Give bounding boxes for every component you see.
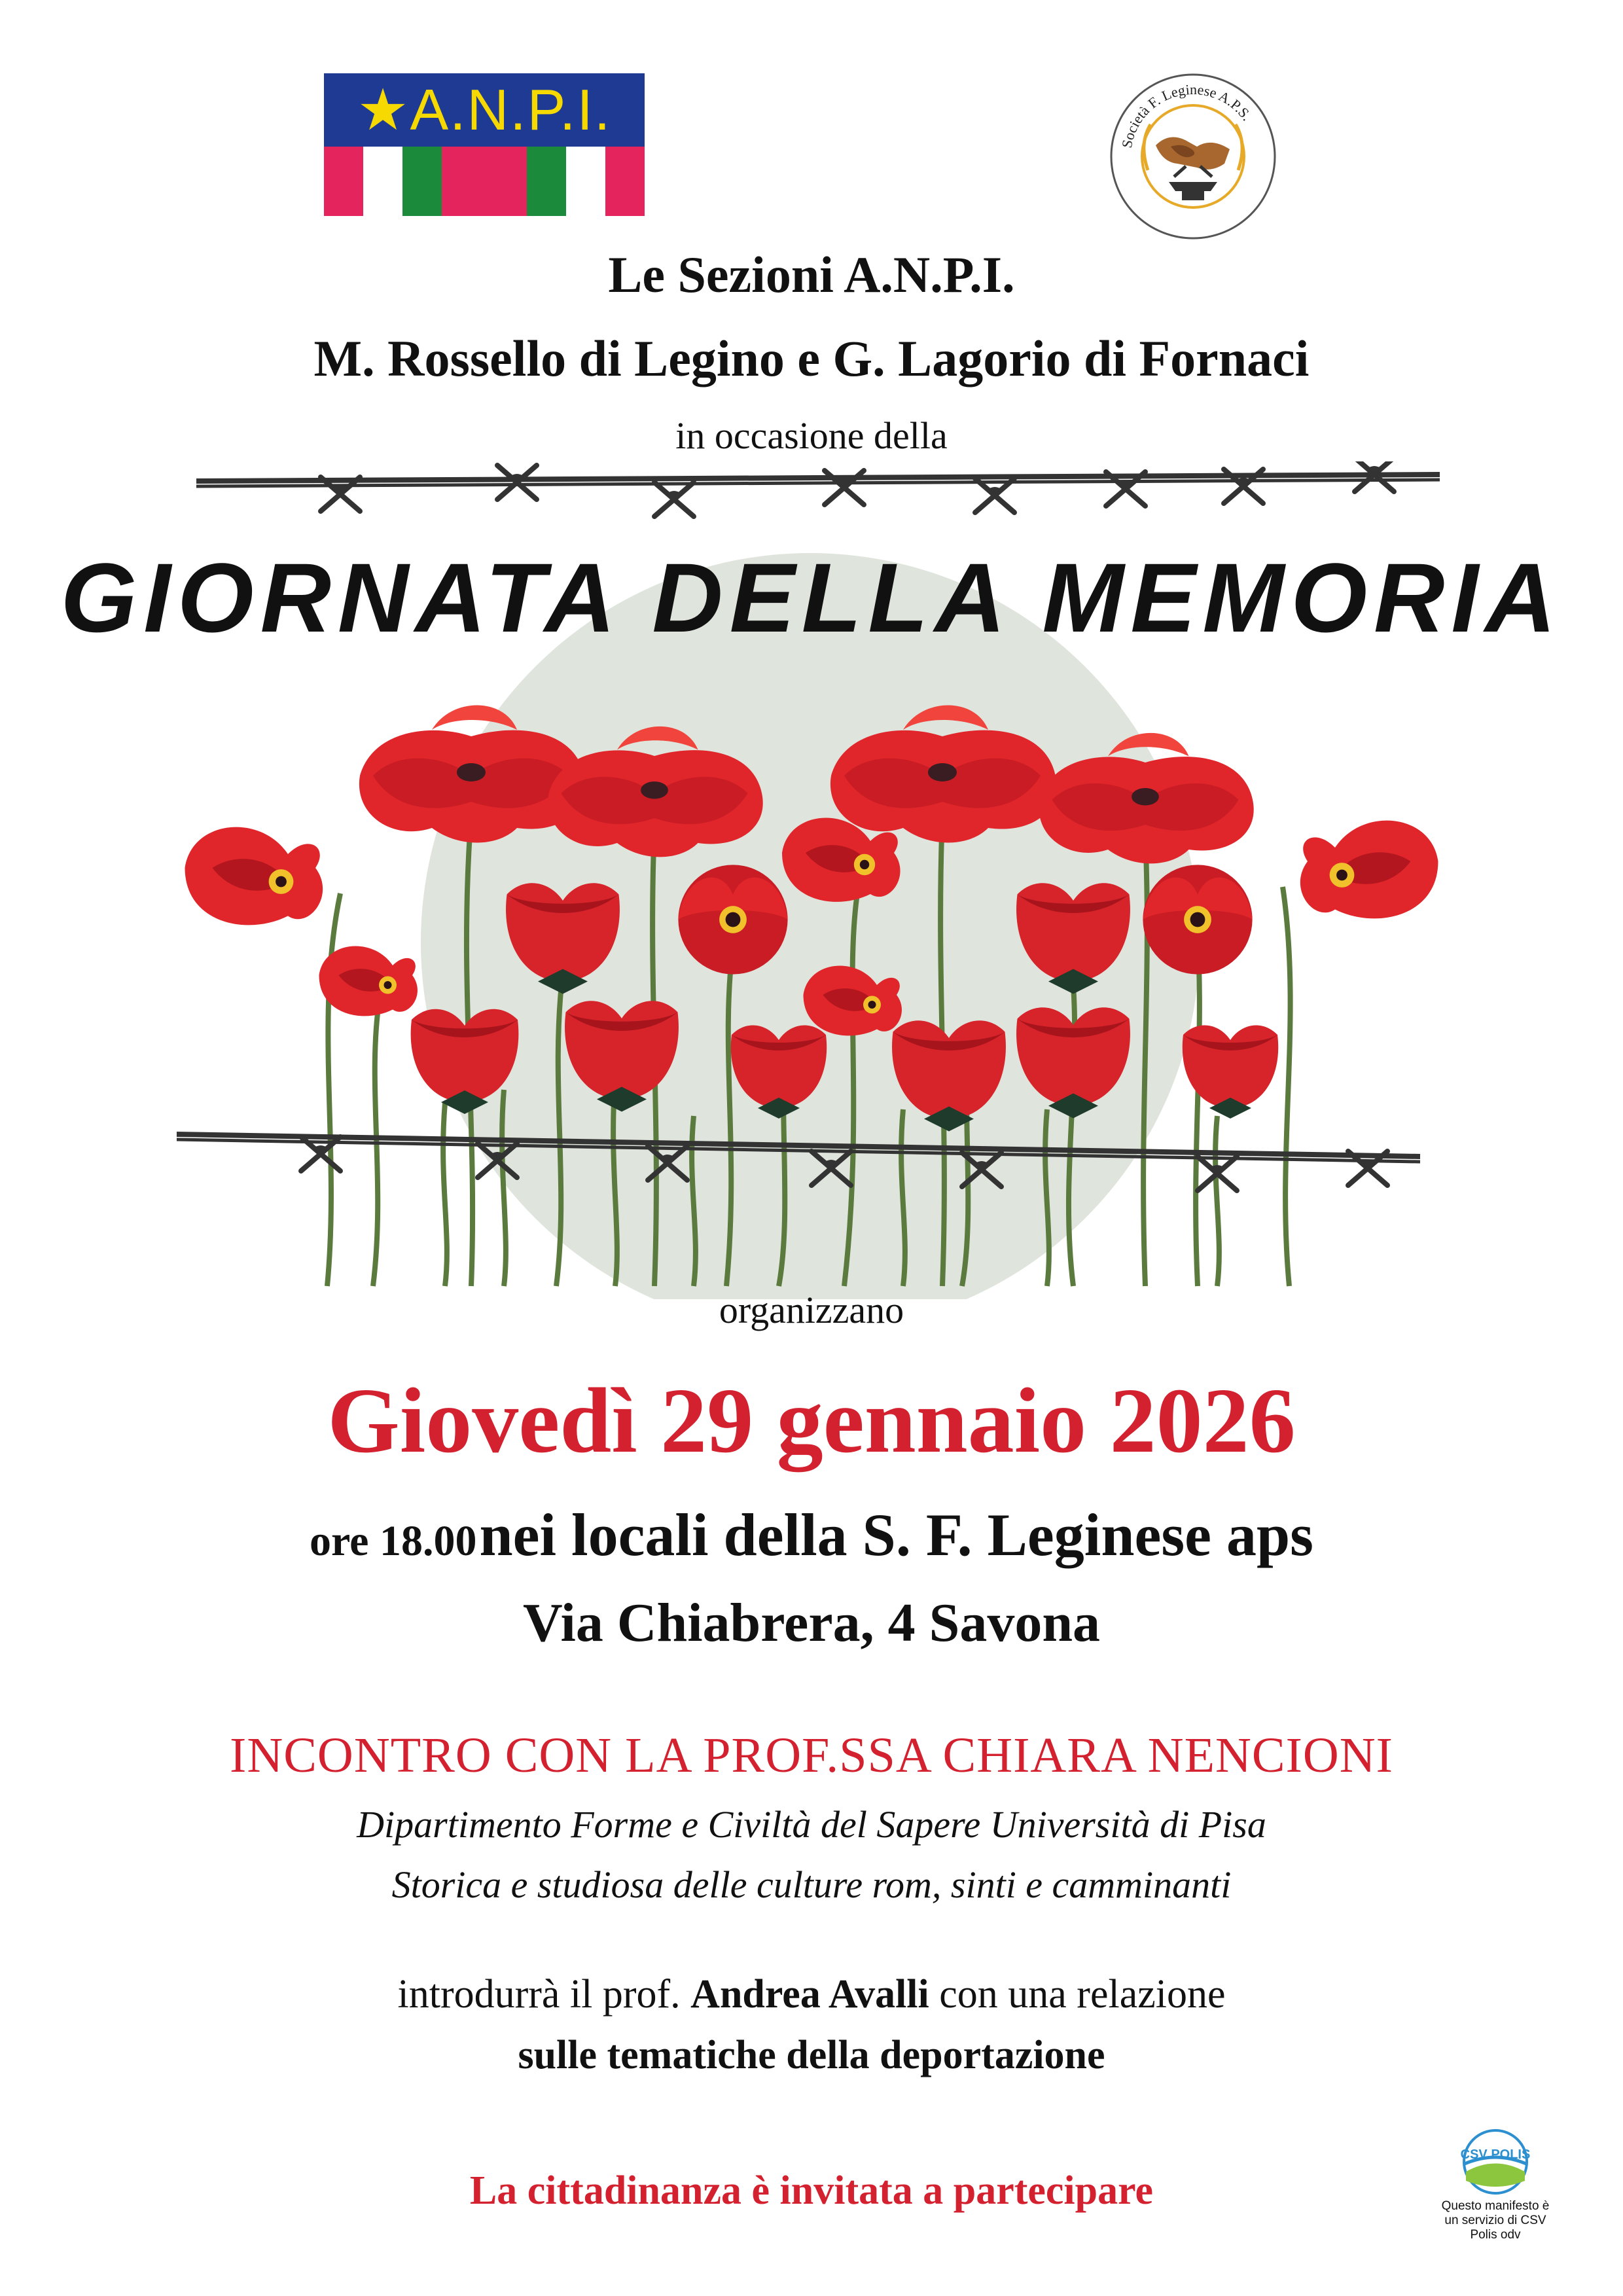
intro-suffix: con una relazione — [939, 1972, 1226, 2017]
invitation-text: La cittadinanza è invitata a partecipare — [469, 2168, 1154, 2213]
speaker-headline: INCONTRO CON LA PROF.SSA CHIARA NENCIONI — [230, 1728, 1393, 1783]
csv-polis-logo — [1441, 2126, 1550, 2242]
organizer-line-2: M. Rossello di Legino e G. Lagorio di Fornaci — [313, 330, 1310, 387]
speaker-description: Storica e studiosa delle culture rom, sinti e camminanti — [391, 1863, 1232, 1906]
hero-illustration — [0, 461, 1623, 1299]
societa-leginese-logo — [1109, 72, 1277, 241]
event-address: Via Chiabrera, 4 Savona — [522, 1592, 1101, 1653]
anpi-logo — [324, 73, 645, 216]
intro-topic: sulle tematiche della deportazione — [518, 2033, 1105, 2077]
anpi-logo-stripes — [324, 147, 645, 216]
intro-speaker-name: Andrea Avalli — [690, 1972, 929, 2017]
csv-polis-badge-icon — [1446, 2126, 1544, 2198]
csv-badge-text: CSV POLIS — [1460, 2147, 1531, 2162]
event-venue: nei locali della S. F. Leginese aps — [479, 1501, 1313, 1568]
barbed-wire-icon — [196, 461, 1440, 516]
occasion-text: in occasione della — [675, 414, 948, 457]
organizer-line-1: Le Sezioni A.N.P.I. — [608, 246, 1015, 303]
societa-ring-text: Società F. Leginese A.P.S. — [1118, 81, 1256, 150]
csv-note: Questo manifesto è un servizio di CSV Polis odv — [1441, 2199, 1550, 2242]
event-time-venue — [0, 1496, 1623, 1592]
hero-title: GIORNATA DELLA MEMORIA — [60, 543, 1563, 653]
intro-line — [0, 1967, 1623, 2022]
speaker-department: Dipartimento Forme e Civiltà del Sapere Università di Pisa — [357, 1803, 1266, 1846]
organizzano-text: organizzano — [719, 1289, 904, 1331]
intro-prefix: introdurrà il prof. — [397, 1972, 681, 2017]
event-date: Giovedì 29 gennaio 2026 — [327, 1369, 1296, 1472]
anpi-logo-text: ★A.N.P.I. — [357, 77, 612, 142]
event-time: ore 18.00 — [310, 1517, 477, 1565]
